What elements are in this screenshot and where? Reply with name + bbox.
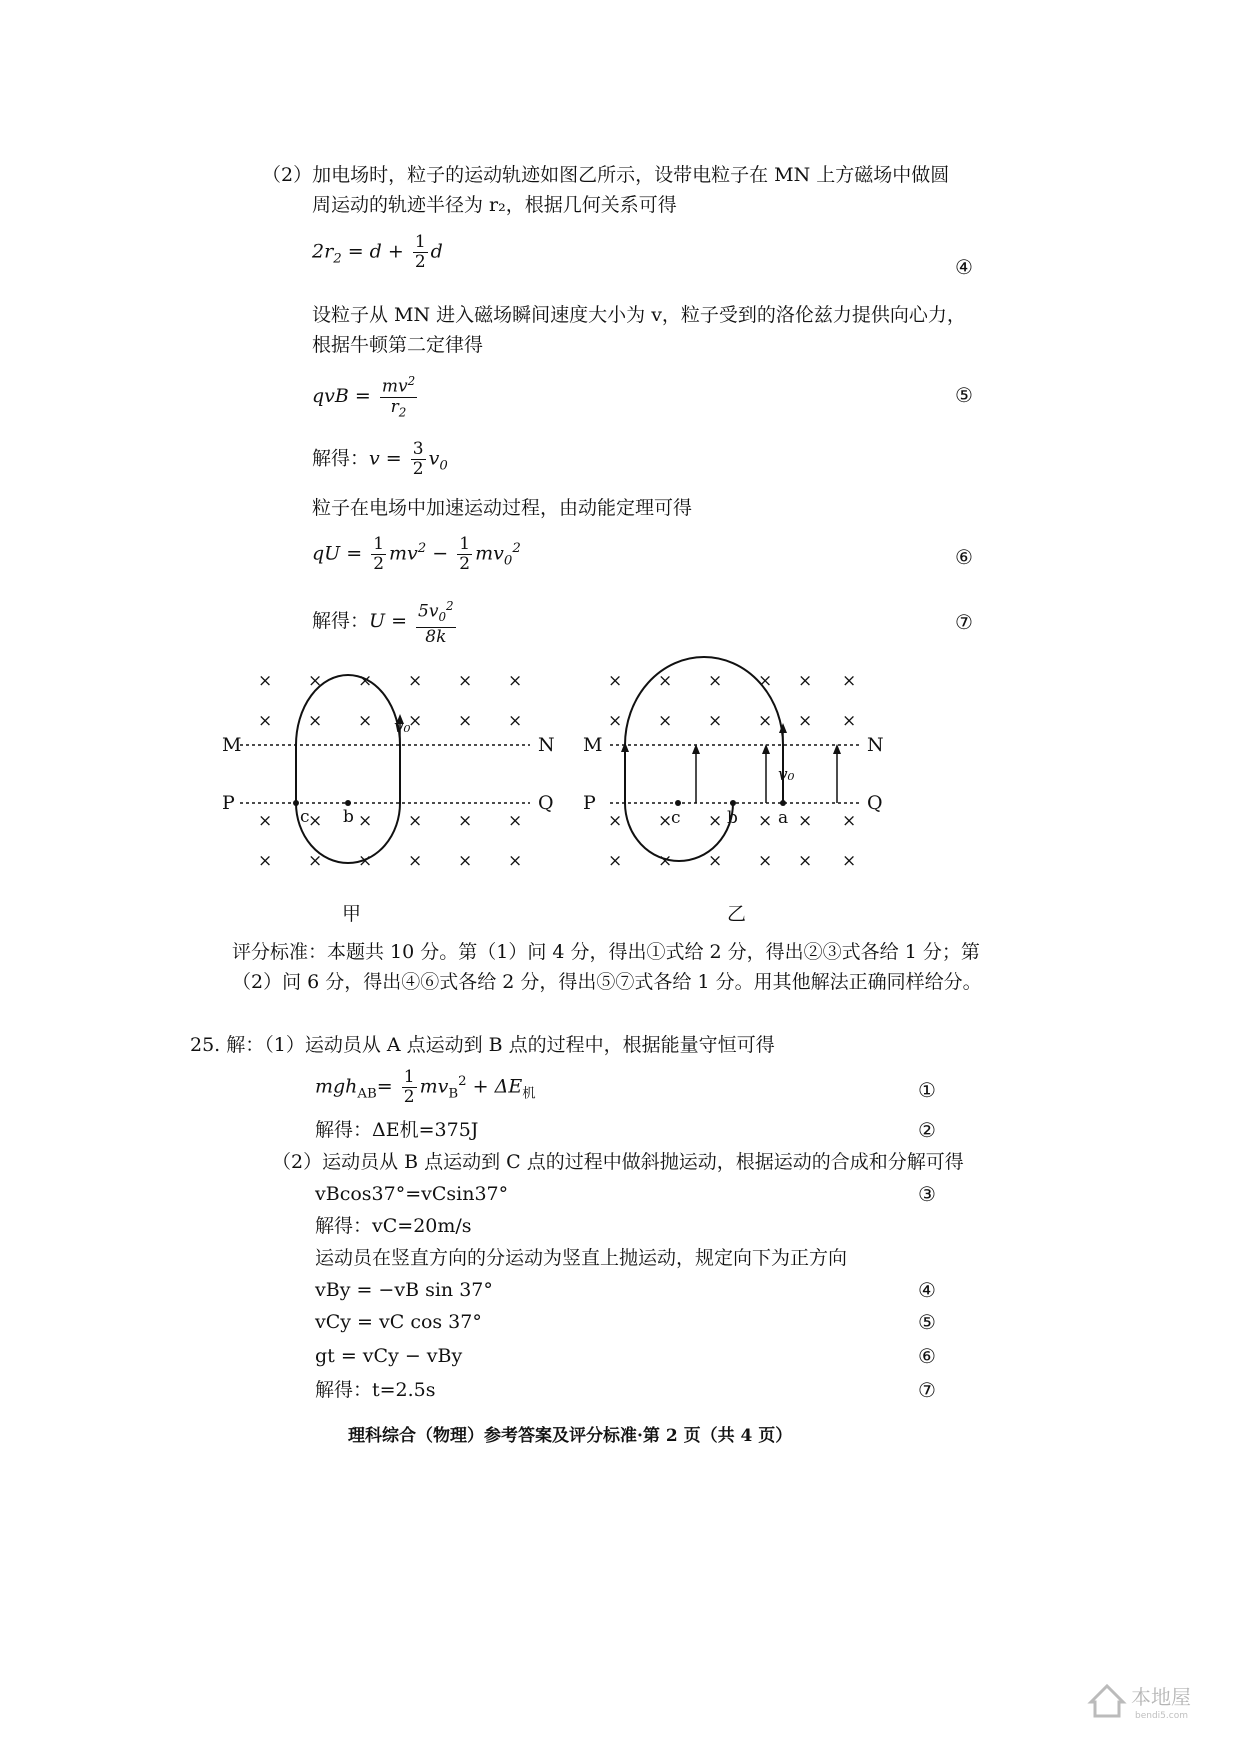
left-label-c: c: [300, 807, 310, 827]
q25-equation-1: mgh$_{AB}$= $\frac{1}{2}$ $mv_B^2 + \Delta E_机$: [315, 1067, 536, 1107]
right-label-b: b: [727, 808, 738, 828]
equation-4-number: ④: [955, 255, 973, 279]
left-label-N: N: [538, 734, 555, 756]
svg-text:×: ×: [758, 711, 773, 731]
svg-text:×: ×: [658, 671, 673, 691]
left-label-v0: v₀: [394, 717, 411, 737]
q25-solve-2: 解得：vC=20m/s: [315, 1215, 472, 1237]
svg-text:×: ×: [408, 671, 423, 691]
svg-text:×: ×: [758, 811, 773, 831]
svg-text:×: ×: [608, 851, 623, 871]
svg-text:×: ×: [408, 711, 423, 731]
left-field-crosses: [258, 671, 522, 871]
left-label-b: b: [343, 807, 354, 827]
q25-equation-6-number: ⑥: [918, 1344, 936, 1368]
equation-5-number: ⑤: [955, 383, 973, 407]
q25-line-2: （2）运动员从 B 点运动到 C 点的过程中做斜抛运动，根据运动的合成和分解可得: [272, 1151, 964, 1173]
solution-v: 解得：v = $\frac{3}{2}$ $v_0$: [312, 439, 448, 479]
q25-equation-3: vBcos37°=vCsin37°: [315, 1183, 509, 1205]
svg-text:×: ×: [608, 671, 623, 691]
right-point-c: [675, 800, 681, 806]
part2-line-5: 粒子在电场中加速运动过程，由动能定理可得: [312, 497, 693, 519]
svg-text:×: ×: [842, 711, 857, 731]
svg-text:×: ×: [308, 671, 323, 691]
equation-6: qU = $\frac{1}{2}$ $mv^2$ − $\frac{1}{2}$ $mv_0^2$: [312, 534, 521, 574]
solve-label: 解得：: [312, 447, 370, 470]
q25-equation-3-number: ③: [918, 1182, 936, 1206]
part2-line-3: 设粒子从 MN 进入磁场瞬间速度大小为 v，粒子受到的洛伦兹力提供向心力，: [312, 304, 966, 326]
svg-text:×: ×: [458, 811, 473, 831]
q25-solve-1: 解得：ΔE机=375J: [315, 1119, 479, 1141]
svg-text:×: ×: [658, 811, 673, 831]
q25-equation-6: gt = vCy − vBy: [315, 1345, 463, 1367]
svg-text:×: ×: [658, 711, 673, 731]
svg-text:×: ×: [798, 811, 813, 831]
svg-text:×: ×: [458, 671, 473, 691]
right-label-N: N: [867, 734, 884, 756]
equation-7: 解得：U = $\frac{5v_0^2}{8k}$: [312, 599, 454, 648]
left-point-c: [293, 800, 299, 806]
svg-text:bendi5.com: bendi5.com: [1135, 1711, 1188, 1721]
cross: ×: [258, 671, 273, 691]
svg-text:×: ×: [608, 711, 623, 731]
q25-solve-3: 解得：t=2.5s: [315, 1379, 436, 1401]
svg-text:本地屋: 本地屋: [1131, 1685, 1191, 1709]
q25-line-3: 运动员在竖直方向的分运动为竖直上抛运动，规定向下为正方向: [315, 1247, 848, 1269]
svg-text:×: ×: [708, 671, 723, 691]
equation-6-number: ⑥: [955, 545, 973, 569]
right-label-P: P: [583, 792, 596, 814]
q25-equation-4: vBy = −vB sin 37°: [315, 1279, 493, 1301]
svg-text:×: ×: [708, 711, 723, 731]
svg-text:×: ×: [258, 711, 273, 731]
svg-text:×: ×: [798, 711, 813, 731]
svg-text:×: ×: [842, 851, 857, 871]
svg-text:×: ×: [842, 811, 857, 831]
svg-text:×: ×: [798, 671, 813, 691]
q25-equation-2-number: ②: [918, 1118, 936, 1142]
left-label-M: M: [222, 734, 242, 756]
right-label-v0: v₀: [778, 765, 795, 785]
svg-text:×: ×: [308, 711, 323, 731]
figures-diagram: [200, 650, 1080, 935]
q25-equation-5: vCy = vC cos 37°: [315, 1311, 482, 1333]
left-trajectory: [296, 675, 400, 863]
svg-text:×: ×: [758, 851, 773, 871]
part2-line-4: 根据牛顿第二定律得: [312, 334, 484, 356]
svg-text:×: ×: [358, 711, 373, 731]
right-label-Q: Q: [867, 792, 883, 814]
svg-text:×: ×: [408, 811, 423, 831]
q25-equation-4-number: ④: [918, 1278, 936, 1302]
svg-text:×: ×: [708, 811, 723, 831]
svg-text:×: ×: [458, 711, 473, 731]
scoring-line-1: 评分标准：本题共 10 分。第（1）问 4 分，得出①式给 2 分，得出②③式各给 1 分；第: [232, 941, 980, 963]
equation-7-number: ⑦: [955, 610, 973, 634]
svg-text:×: ×: [658, 851, 673, 871]
equation-5: qvB = $\frac{mv^2}{r_2}$: [312, 374, 416, 420]
svg-text:×: ×: [508, 711, 523, 731]
left-caption: 甲: [342, 903, 362, 925]
svg-text:×: ×: [258, 851, 273, 871]
svg-text:×: ×: [408, 851, 423, 871]
left-point-b: [345, 800, 351, 806]
page-footer: 理科综合（物理）参考答案及评分标准·第 2 页（共 4 页）: [348, 1426, 793, 1446]
left-label-Q: Q: [538, 792, 554, 814]
svg-text:×: ×: [608, 811, 623, 831]
right-point-a: [780, 800, 786, 806]
q25-equation-1-number: ①: [918, 1078, 936, 1102]
house-logo-icon: [1083, 1674, 1223, 1724]
site-watermark: [1083, 1674, 1223, 1724]
solve-label-2: 解得：: [312, 610, 370, 633]
q25-equation-5-number: ⑤: [918, 1310, 936, 1334]
right-point-b: [730, 800, 736, 806]
right-field-crosses: [608, 671, 856, 871]
svg-text:×: ×: [708, 851, 723, 871]
svg-text:×: ×: [508, 671, 523, 691]
svg-text:×: ×: [508, 851, 523, 871]
svg-text:×: ×: [258, 811, 273, 831]
svg-text:×: ×: [842, 671, 857, 691]
right-caption: 乙: [727, 903, 747, 925]
q25-line-1: 25. 解：（1）运动员从 A 点运动到 B 点的过程中，根据能量守恒可得: [190, 1034, 775, 1056]
part2-line-2: 周运动的轨迹半径为 r₂，根据几何关系可得: [312, 194, 677, 216]
svg-text:×: ×: [458, 851, 473, 871]
svg-text:×: ×: [798, 851, 813, 871]
right-label-M: M: [583, 734, 603, 756]
equation-4: $2r_2 = d$ + $\frac{1}{2}$ d: [312, 232, 443, 272]
scoring-line-2: （2）问 6 分，得出④⑥式各给 2 分，得出⑤⑦式各给 1 分。用其他解法正确同样给分。: [232, 971, 982, 993]
right-label-a: a: [778, 808, 789, 828]
svg-text:×: ×: [358, 811, 373, 831]
svg-text:×: ×: [508, 811, 523, 831]
part2-line-1: （2）加电场时，粒子的运动轨迹如图乙所示，设带电粒子在 MN 上方磁场中做圆: [262, 164, 950, 186]
q25-equation-7-number: ⑦: [918, 1378, 936, 1402]
svg-text:×: ×: [758, 671, 773, 691]
svg-text:×: ×: [358, 671, 373, 691]
svg-text:×: ×: [308, 811, 323, 831]
svg-text:×: ×: [308, 851, 323, 871]
svg-text:×: ×: [358, 851, 373, 871]
left-label-P: P: [222, 792, 235, 814]
right-label-c: c: [671, 808, 681, 828]
